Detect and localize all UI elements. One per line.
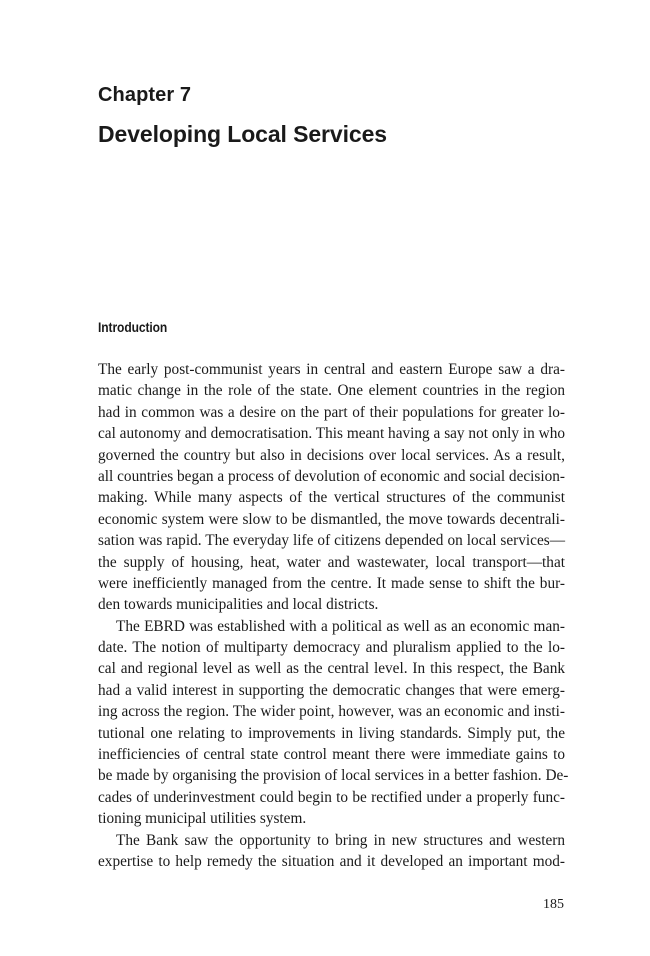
- text-line: were inefficiently managed from the centre. It made sense to shift the bur-: [98, 574, 565, 592]
- body-text: [98, 359, 569, 872]
- text-line: all countries began a process of devolution of economic and social decision-: [98, 467, 565, 485]
- text-line: den towards municipalities and local districts.: [98, 596, 379, 614]
- chapter-label: Chapter 7: [98, 84, 192, 106]
- text-line: had in common was a desire on the part of their populations for greater lo-: [98, 403, 565, 421]
- text-line: inefficiencies of central state control meant there were immediate gains to: [98, 746, 565, 764]
- text-line: cal autonomy and democratisation. This meant having a say not only in who: [98, 425, 565, 443]
- text-line: making. While many aspects of the vertical structures of the communist: [98, 489, 565, 507]
- text-line: ing across the region. The wider point, however, was an economic and insti-: [98, 703, 565, 721]
- text-line: cades of underinvestment could begin to be rectified under a properly func-: [98, 788, 565, 806]
- text-line: matic change in the role of the state. One element countries in the region: [98, 382, 565, 400]
- text-line: economic system were slow to be dismantled, the move towards decentrali-: [98, 510, 565, 528]
- text-line: The EBRD was established with a political as well as an economic man-: [116, 617, 565, 635]
- text-line: date. The notion of multiparty democracy and pluralism applied to the lo-: [98, 639, 565, 657]
- text-line: The early post-communist years in central and eastern Europe saw a dra-: [98, 361, 565, 378]
- text-line: the supply of housing, heat, water and wastewater, local transport—that: [98, 553, 565, 571]
- text-line: cal and regional level as well as the central level. In this respect, the Bank: [98, 660, 565, 678]
- text-line: governed the country but also in decisions over local services. As a result,: [98, 446, 565, 464]
- text-line: expertise to help remedy the situation and it developed an important mod-: [98, 852, 565, 870]
- page-number: 185: [543, 897, 564, 912]
- text-line: had a valid interest in supporting the democratic changes that were emerg-: [98, 681, 565, 699]
- text-line: tutional one relating to improvements in living standards. Simply put, the: [98, 724, 565, 742]
- text-line: be made by organising the provision of local services in a better fashion. De-: [98, 767, 569, 785]
- chapter-title: Developing Local Services: [98, 121, 387, 147]
- text-line: The Bank saw the opportunity to bring in new structures and western: [116, 831, 565, 849]
- text-line: sation was rapid. The everyday life of citizens depended on local services—: [98, 532, 565, 550]
- section-heading: Introduction: [98, 319, 168, 335]
- text-line: tioning municipal utilities system.: [98, 810, 307, 828]
